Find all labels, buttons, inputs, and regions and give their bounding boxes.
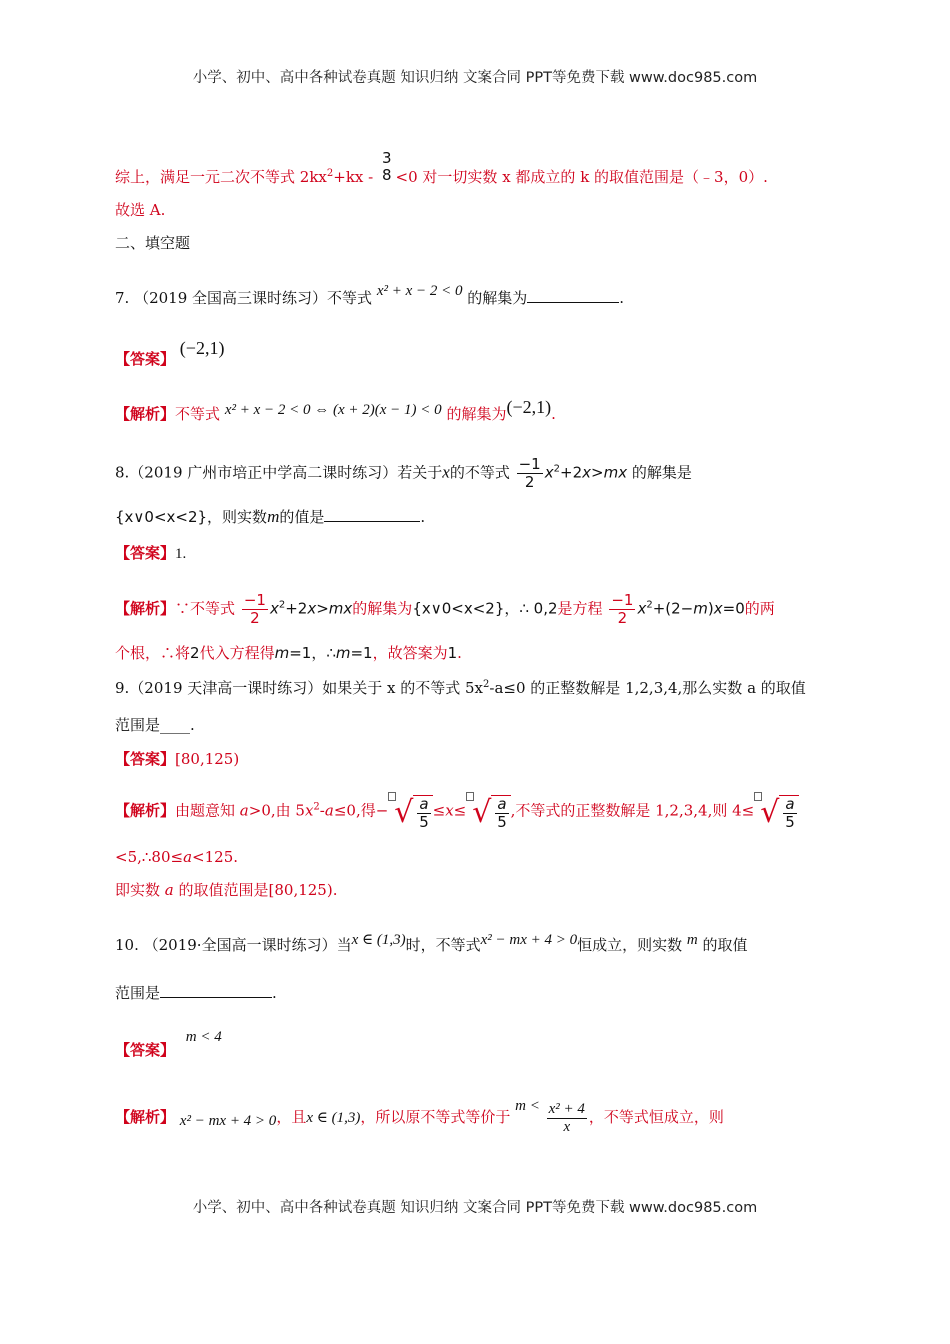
- q8-solution-line-1: 【解析】∵不等式 $\frac{-1}{2}$ $x^2+2x>mx$的解集为{x∨0<x<2}，∴ 0,2是方程 $\frac{-1}{2}$ $x^2+(2-m)x=0$的两: [115, 591, 775, 627]
- q9-solution-line-3: 即实数 a 的取值范围是[80,125).: [115, 881, 338, 899]
- q8-solution-fraction: $\frac{-1}{2}$: [243, 591, 266, 627]
- page-footer: 小学、初中、高中各种试卷真题 知识归纳 文案合同 PPT等免费下载 www.doc985.com: [192, 1200, 758, 1216]
- question-9-line-2: 范围是____.: [115, 716, 195, 734]
- question-10-line-2: 范围是 .: [115, 984, 277, 1002]
- q7-answer-value: (−2,1): [179, 338, 225, 358]
- q10-inequality: x² − mx + 4 > 0: [480, 932, 578, 948]
- q7-solution-label: 【解析】: [115, 405, 176, 423]
- q10-solution-line: 【解析】 x² − mx + 4 > 0，且x ∈ (1,3)，所以原不等式等价于 m < $\frac{\text{x² + 4}}{x}$ ，不等式恒成立，则: [115, 1098, 724, 1135]
- q8-answer-value: 1.: [175, 546, 187, 562]
- q10-answer-label: 【答案】: [115, 1041, 176, 1059]
- question-9-line-1: 9.（2019 天津高一课时练习）如果关于 x 的不等式 $5x^2-a\le 0$ 的正整数解是 1,2,3,4,那么实数 a 的取值: [115, 679, 806, 697]
- q7-solution-text-a: 不等式: [175, 405, 221, 423]
- q9-answer-line: [115, 749, 239, 769]
- q9-answer-label: 【答案】: [115, 750, 176, 768]
- q9-answer-value: [80,125): [175, 750, 240, 768]
- q7-text-b: 的解集为: [467, 289, 528, 307]
- q8-var-x: x: [442, 462, 450, 482]
- q8-solution-set: {x∨0<x<2}: [115, 508, 208, 526]
- conclusion-text-b: +kx -: [333, 168, 374, 186]
- question-10-line-1: 10. （2019·全国高一课时练习）当x ∈ (1,3)时，不等式x² − mx + 4 > 0恒成立，则实数 m 的取值: [115, 932, 748, 954]
- q7-answer-label: 【答案】: [115, 350, 176, 368]
- q7-solution-period: .: [551, 405, 556, 423]
- q9-sqrt-3: √ $\frac{a}{5}$: [754, 792, 798, 831]
- q8-solution-label: 【解析】: [115, 599, 176, 618]
- q9-sqrt-2: √ $\frac{a}{5}$: [466, 792, 510, 831]
- q8-line-2: {x∨0<x<2}，则实数m的值是 .: [115, 507, 426, 526]
- q9-sqrt-1: √ $\frac{a}{5}$: [388, 792, 432, 831]
- page-header: 小学、初中、高中各种试卷真题 知识归纳 文案合同 PPT等免费下载 www.doc985.com: [192, 70, 758, 86]
- q9-solution-label: 【解析】: [115, 801, 176, 820]
- q8-equation-fraction: $\frac{-1}{2}$: [611, 591, 634, 627]
- q7-solution-expression: x² + x − 2 < 0 ⇔ (x + 2)(x − 1) < 0: [224, 402, 442, 418]
- conclusion-text-a: 综上，满足一元二次不等式 2kx: [115, 168, 327, 186]
- q8-text-b: 的不等式: [449, 463, 510, 482]
- choose-answer-line: 故选 A.: [115, 201, 166, 219]
- q8-answer-line: [115, 543, 186, 564]
- q9-solution-line-1: 【解析】由题意知 a>0,由 $5x^2-a\le 0$,得− √ $\frac{a}{5}$ ≤x≤ √ $\frac{a}{5}$ ,不等式的正整数解是 1,2,3,4,则 4≤ √ $\frac{a}{5}$: [115, 792, 799, 831]
- q10-answer-blank: [160, 996, 272, 998]
- q7-period: .: [619, 289, 625, 307]
- q7-text-a: 7. （2019 全国高三课时练习）不等式: [115, 289, 373, 307]
- q7-solution-interval: (−2,1): [506, 397, 552, 417]
- q7-answer-blank: [527, 301, 619, 303]
- q8-answer-blank: [324, 520, 420, 522]
- q7-solution-text-b: 的解集为: [446, 405, 507, 423]
- fraction-3-8: 3 8: [382, 149, 392, 184]
- q8-text-h: 的解集是: [631, 463, 692, 482]
- q10-answer-line: [115, 1027, 222, 1060]
- q10-solution-label: 【解析】: [115, 1108, 176, 1126]
- q8-solution-line-2: 个根，∴将2代入方程得m=1，∴m=1，故答案为1.: [115, 644, 462, 662]
- conclusion-text-c: <0 对一切实数 x 都成立的 k 的取值范围是（﹣3，0）.: [395, 168, 768, 186]
- q8-answer-label: 【答案】: [115, 544, 176, 562]
- question-7: [115, 281, 624, 308]
- question-8: 8.（2019 广州市培正中学高二课时练习）若关于x的不等式 $\frac{-1}{2}$ $x^2+2x>mx$ 的解集是: [115, 455, 692, 491]
- q9-solution-line-2: <5,∴80≤a<125.: [115, 848, 239, 866]
- q8-text-a: 8.（2019 广州市培正中学高二课时练习）若关于: [115, 463, 443, 482]
- q7-inequality: x² + x − 2 < 0: [376, 283, 463, 299]
- q8-var-m: m: [267, 507, 280, 526]
- conclusion-line: 综上，满足一元二次不等式 $2kx^2+kx$ - 3 8 <0 对一切实数 x 都成立的 k 的取值范围是（﹣3，0）.: [115, 149, 768, 186]
- q10-fraction: $\frac{\text{x² + 4}}{x}$: [548, 1100, 585, 1135]
- section-title: 二、填空题: [115, 234, 191, 252]
- q10-answer-value: m < 4: [185, 1029, 222, 1045]
- q7-solution-line: [115, 397, 556, 424]
- q8-fraction: $\frac{-1}{2}$: [518, 455, 541, 491]
- q10-condition: x ∈ (1,3): [351, 932, 406, 948]
- q7-answer-line: [115, 338, 224, 369]
